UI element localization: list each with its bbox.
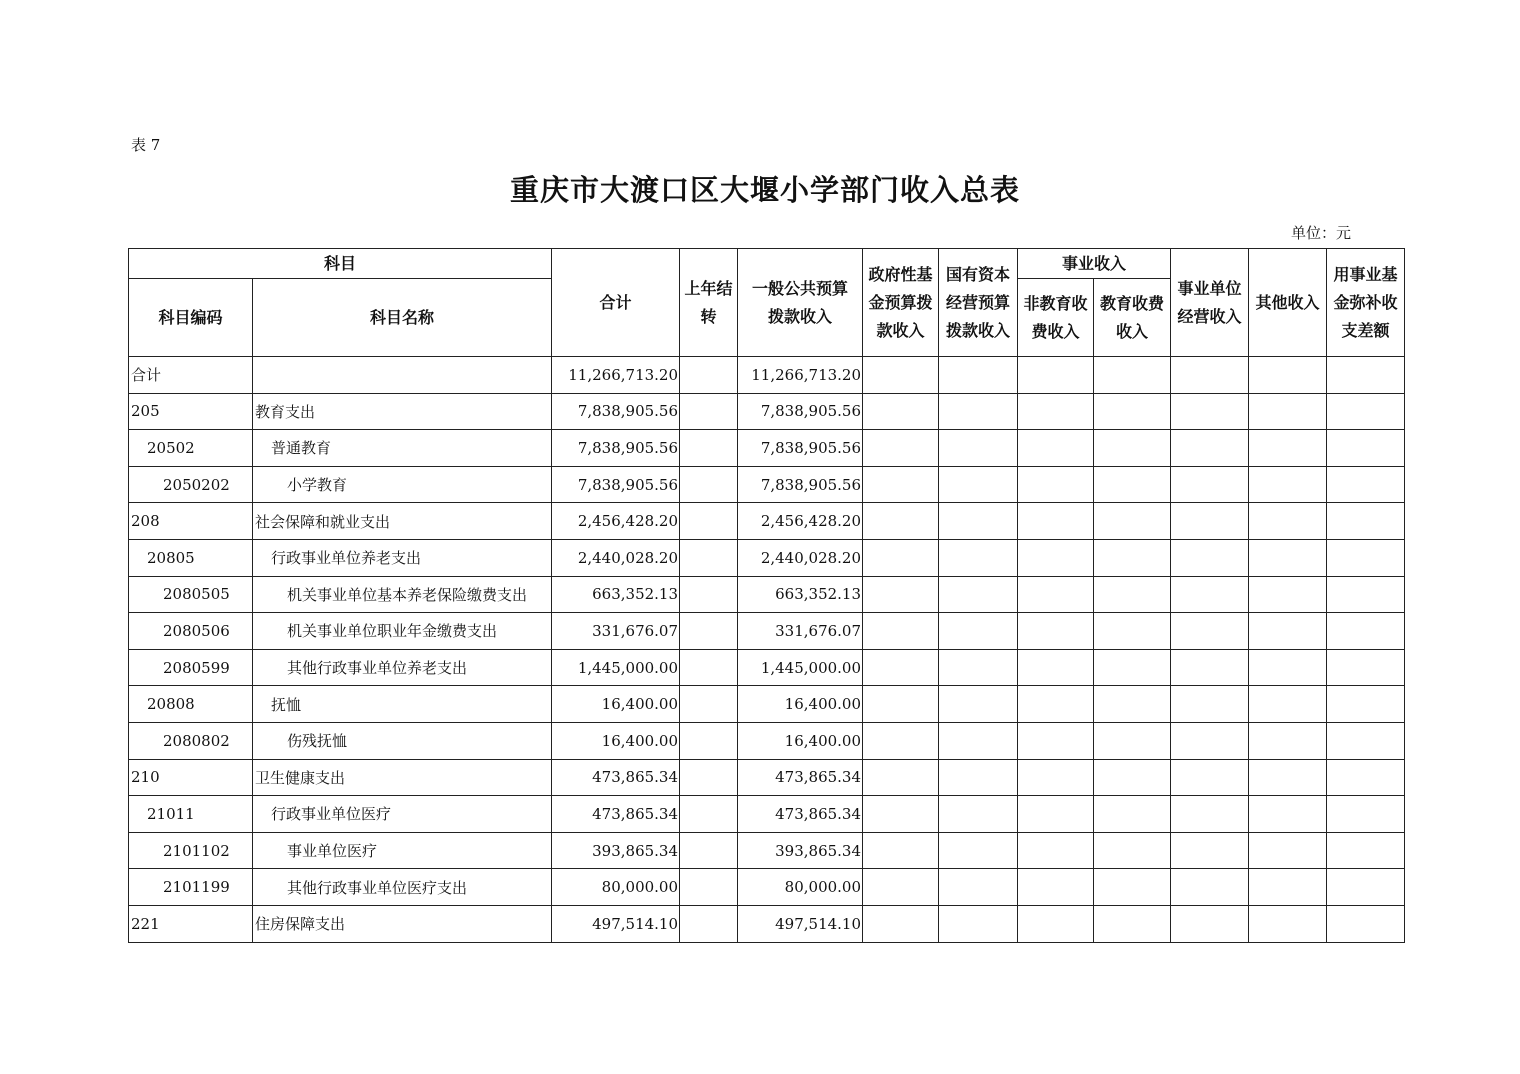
row-gov-fund [863, 796, 939, 833]
row-total: 473,865.34 [552, 796, 680, 833]
row-total: 80,000.00 [552, 869, 680, 906]
row-code: 210 [129, 759, 253, 796]
table-row [129, 503, 1481, 540]
row-carryover [680, 649, 738, 686]
row-general-budget: 331,676.07 [738, 613, 863, 650]
row-gov-fund [863, 503, 939, 540]
row-edu-fee [1094, 722, 1171, 759]
row-code: 合计 [129, 357, 253, 394]
row-state-capital [939, 649, 1018, 686]
row-code: 2080505 [129, 576, 253, 613]
row-other [1249, 357, 1327, 394]
row-other [1249, 722, 1327, 759]
row-total: 7,838,905.56 [552, 466, 680, 503]
row-state-capital [939, 759, 1018, 796]
row-state-capital [939, 357, 1018, 394]
row-operating [1171, 430, 1249, 467]
row-carryover [680, 539, 738, 576]
unit-label: 单位：元 [1291, 224, 1352, 242]
row-name: 住房保障支出 [253, 905, 552, 942]
table-row [129, 649, 1481, 686]
row-fund-cover [1327, 357, 1405, 394]
income-summary-table [128, 248, 1481, 943]
row-non-edu-fee [1018, 430, 1094, 467]
row-edu-fee [1094, 759, 1171, 796]
header-subject: 科目 [129, 249, 552, 279]
row-operating [1171, 722, 1249, 759]
row-total: 16,400.00 [552, 722, 680, 759]
row-carryover [680, 869, 738, 906]
row-non-edu-fee [1018, 686, 1094, 723]
table-row [129, 796, 1481, 833]
row-non-edu-fee [1018, 539, 1094, 576]
row-non-edu-fee [1018, 393, 1094, 430]
row-state-capital [939, 722, 1018, 759]
row-operating [1171, 649, 1249, 686]
row-edu-fee [1094, 905, 1171, 942]
row-state-capital [939, 430, 1018, 467]
row-gov-fund [863, 649, 939, 686]
row-name: 卫生健康支出 [253, 759, 552, 796]
header-business-income: 事业收入 [1018, 249, 1171, 279]
row-state-capital [939, 393, 1018, 430]
row-total: 2,440,028.20 [552, 539, 680, 576]
row-gov-fund [863, 759, 939, 796]
row-carryover [680, 796, 738, 833]
row-gov-fund [863, 539, 939, 576]
row-operating [1171, 613, 1249, 650]
row-fund-cover [1327, 649, 1405, 686]
header-total: 合计 [552, 249, 680, 357]
header-non-edu-fee: 非教育收费收入 [1018, 279, 1094, 357]
row-carryover [680, 905, 738, 942]
row-total: 663,352.13 [552, 576, 680, 613]
row-carryover [680, 466, 738, 503]
row-state-capital [939, 613, 1018, 650]
row-gov-fund [863, 357, 939, 394]
row-code: 2080802 [129, 722, 253, 759]
row-other [1249, 539, 1327, 576]
row-general-budget: 16,400.00 [738, 722, 863, 759]
header-general-budget: 一般公共预算拨款收入 [738, 249, 863, 357]
row-non-edu-fee [1018, 722, 1094, 759]
row-edu-fee [1094, 686, 1171, 723]
row-code: 20805 [129, 539, 253, 576]
row-non-edu-fee [1018, 796, 1094, 833]
row-non-edu-fee [1018, 869, 1094, 906]
row-name: 机关事业单位职业年金缴费支出 [253, 613, 552, 650]
row-fund-cover [1327, 869, 1405, 906]
row-fund-cover [1327, 905, 1405, 942]
row-carryover [680, 503, 738, 540]
table-row [129, 393, 1481, 430]
row-code: 2080599 [129, 649, 253, 686]
row-name: 其他行政事业单位医疗支出 [253, 869, 552, 906]
header-other-income: 其他收入 [1249, 249, 1327, 357]
row-carryover [680, 722, 738, 759]
row-edu-fee [1094, 613, 1171, 650]
row-general-budget: 1,445,000.00 [738, 649, 863, 686]
row-state-capital [939, 503, 1018, 540]
row-state-capital [939, 576, 1018, 613]
row-carryover [680, 430, 738, 467]
row-gov-fund [863, 832, 939, 869]
row-fund-cover [1327, 576, 1405, 613]
row-name: 机关事业单位基本养老保险缴费支出 [253, 576, 552, 613]
row-code: 20502 [129, 430, 253, 467]
row-general-budget: 2,456,428.20 [738, 503, 863, 540]
row-name: 行政事业单位医疗 [253, 796, 552, 833]
row-other [1249, 869, 1327, 906]
row-operating [1171, 466, 1249, 503]
row-other [1249, 649, 1327, 686]
row-other [1249, 613, 1327, 650]
row-other [1249, 466, 1327, 503]
table-row [129, 905, 1481, 942]
table-row [129, 869, 1481, 906]
row-gov-fund [863, 613, 939, 650]
row-operating [1171, 686, 1249, 723]
row-fund-cover [1327, 832, 1405, 869]
row-carryover [680, 613, 738, 650]
row-other [1249, 430, 1327, 467]
row-carryover [680, 393, 738, 430]
row-edu-fee [1094, 539, 1171, 576]
row-general-budget: 497,514.10 [738, 905, 863, 942]
row-edu-fee [1094, 576, 1171, 613]
row-state-capital [939, 539, 1018, 576]
row-code: 205 [129, 393, 253, 430]
row-edu-fee [1094, 430, 1171, 467]
row-total: 393,865.34 [552, 832, 680, 869]
table-row [129, 832, 1481, 869]
row-name: 教育支出 [253, 393, 552, 430]
row-edu-fee [1094, 869, 1171, 906]
row-non-edu-fee [1018, 503, 1094, 540]
table-row [129, 430, 1481, 467]
table-row [129, 759, 1481, 796]
table-row [129, 613, 1481, 650]
row-total: 1,445,000.00 [552, 649, 680, 686]
row-non-edu-fee [1018, 832, 1094, 869]
row-name [253, 357, 552, 394]
row-non-edu-fee [1018, 613, 1094, 650]
row-general-budget: 7,838,905.56 [738, 466, 863, 503]
row-state-capital [939, 869, 1018, 906]
row-total: 7,838,905.56 [552, 393, 680, 430]
row-non-edu-fee [1018, 905, 1094, 942]
table-row [129, 466, 1481, 503]
row-total: 7,838,905.56 [552, 430, 680, 467]
row-code: 221 [129, 905, 253, 942]
row-total: 497,514.10 [552, 905, 680, 942]
header-state-capital: 国有资本经营预算拨款收入 [939, 249, 1018, 357]
row-gov-fund [863, 430, 939, 467]
row-general-budget: 80,000.00 [738, 869, 863, 906]
row-operating [1171, 832, 1249, 869]
row-general-budget: 393,865.34 [738, 832, 863, 869]
row-name: 普通教育 [253, 430, 552, 467]
header-operating-income: 事业单位经营收入 [1171, 249, 1249, 357]
row-gov-fund [863, 869, 939, 906]
row-gov-fund [863, 393, 939, 430]
row-general-budget: 473,865.34 [738, 759, 863, 796]
table-row [129, 357, 1481, 394]
row-other [1249, 576, 1327, 613]
row-code: 2080506 [129, 613, 253, 650]
row-edu-fee [1094, 503, 1171, 540]
row-gov-fund [863, 686, 939, 723]
header-gov-fund: 政府性基金预算拨款收入 [863, 249, 939, 357]
row-operating [1171, 357, 1249, 394]
header-carryover: 上年结转 [680, 249, 738, 357]
row-carryover [680, 357, 738, 394]
row-fund-cover [1327, 503, 1405, 540]
row-other [1249, 759, 1327, 796]
row-other [1249, 796, 1327, 833]
header-name: 科目名称 [253, 279, 552, 357]
row-fund-cover [1327, 539, 1405, 576]
row-general-budget: 7,838,905.56 [738, 430, 863, 467]
row-fund-cover [1327, 613, 1405, 650]
row-fund-cover [1327, 722, 1405, 759]
row-name: 伤残抚恤 [253, 722, 552, 759]
row-operating [1171, 539, 1249, 576]
row-non-edu-fee [1018, 759, 1094, 796]
row-code: 20808 [129, 686, 253, 723]
row-fund-cover [1327, 686, 1405, 723]
row-general-budget: 7,838,905.56 [738, 393, 863, 430]
table-row [129, 686, 1481, 723]
row-general-budget: 663,352.13 [738, 576, 863, 613]
row-carryover [680, 759, 738, 796]
row-name: 小学教育 [253, 466, 552, 503]
table-row [129, 539, 1481, 576]
row-fund-cover [1327, 759, 1405, 796]
header-edu-fee: 教育收费收入 [1094, 279, 1171, 357]
row-other [1249, 393, 1327, 430]
row-edu-fee [1094, 796, 1171, 833]
row-edu-fee [1094, 649, 1171, 686]
row-edu-fee [1094, 832, 1171, 869]
row-name: 事业单位医疗 [253, 832, 552, 869]
row-name: 其他行政事业单位养老支出 [253, 649, 552, 686]
row-operating [1171, 759, 1249, 796]
row-other [1249, 686, 1327, 723]
table-row [129, 576, 1481, 613]
row-operating [1171, 905, 1249, 942]
row-total: 2,456,428.20 [552, 503, 680, 540]
row-fund-cover [1327, 796, 1405, 833]
row-other [1249, 905, 1327, 942]
row-name: 行政事业单位养老支出 [253, 539, 552, 576]
row-other [1249, 832, 1327, 869]
row-carryover [680, 832, 738, 869]
row-operating [1171, 393, 1249, 430]
row-non-edu-fee [1018, 576, 1094, 613]
row-general-budget: 2,440,028.20 [738, 539, 863, 576]
row-fund-cover [1327, 466, 1405, 503]
row-operating [1171, 796, 1249, 833]
row-total: 11,266,713.20 [552, 357, 680, 394]
row-total: 331,676.07 [552, 613, 680, 650]
row-code: 2101102 [129, 832, 253, 869]
row-code: 2050202 [129, 466, 253, 503]
row-fund-cover [1327, 430, 1405, 467]
row-gov-fund [863, 466, 939, 503]
row-total: 16,400.00 [552, 686, 680, 723]
row-other [1249, 503, 1327, 540]
row-general-budget: 11,266,713.20 [738, 357, 863, 394]
row-general-budget: 473,865.34 [738, 796, 863, 833]
header-fund-cover: 用事业基金弥补收支差额 [1327, 249, 1405, 357]
row-non-edu-fee [1018, 357, 1094, 394]
row-state-capital [939, 832, 1018, 869]
row-state-capital [939, 905, 1018, 942]
row-non-edu-fee [1018, 466, 1094, 503]
row-state-capital [939, 686, 1018, 723]
row-code: 208 [129, 503, 253, 540]
row-state-capital [939, 796, 1018, 833]
row-operating [1171, 869, 1249, 906]
row-code: 2101199 [129, 869, 253, 906]
row-gov-fund [863, 722, 939, 759]
table-row [129, 722, 1481, 759]
row-name: 抚恤 [253, 686, 552, 723]
row-general-budget: 16,400.00 [738, 686, 863, 723]
row-operating [1171, 503, 1249, 540]
row-edu-fee [1094, 357, 1171, 394]
row-state-capital [939, 466, 1018, 503]
header-code: 科目编码 [129, 279, 253, 357]
row-carryover [680, 686, 738, 723]
row-edu-fee [1094, 466, 1171, 503]
row-non-edu-fee [1018, 649, 1094, 686]
row-edu-fee [1094, 393, 1171, 430]
row-fund-cover [1327, 393, 1405, 430]
row-gov-fund [863, 576, 939, 613]
row-total: 473,865.34 [552, 759, 680, 796]
table-number: 表 7 [131, 136, 161, 154]
row-name: 社会保障和就业支出 [253, 503, 552, 540]
page-title: 重庆市大渡口区大堰小学部门收入总表 [509, 173, 1020, 207]
row-operating [1171, 576, 1249, 613]
row-code: 21011 [129, 796, 253, 833]
row-gov-fund [863, 905, 939, 942]
row-carryover [680, 576, 738, 613]
